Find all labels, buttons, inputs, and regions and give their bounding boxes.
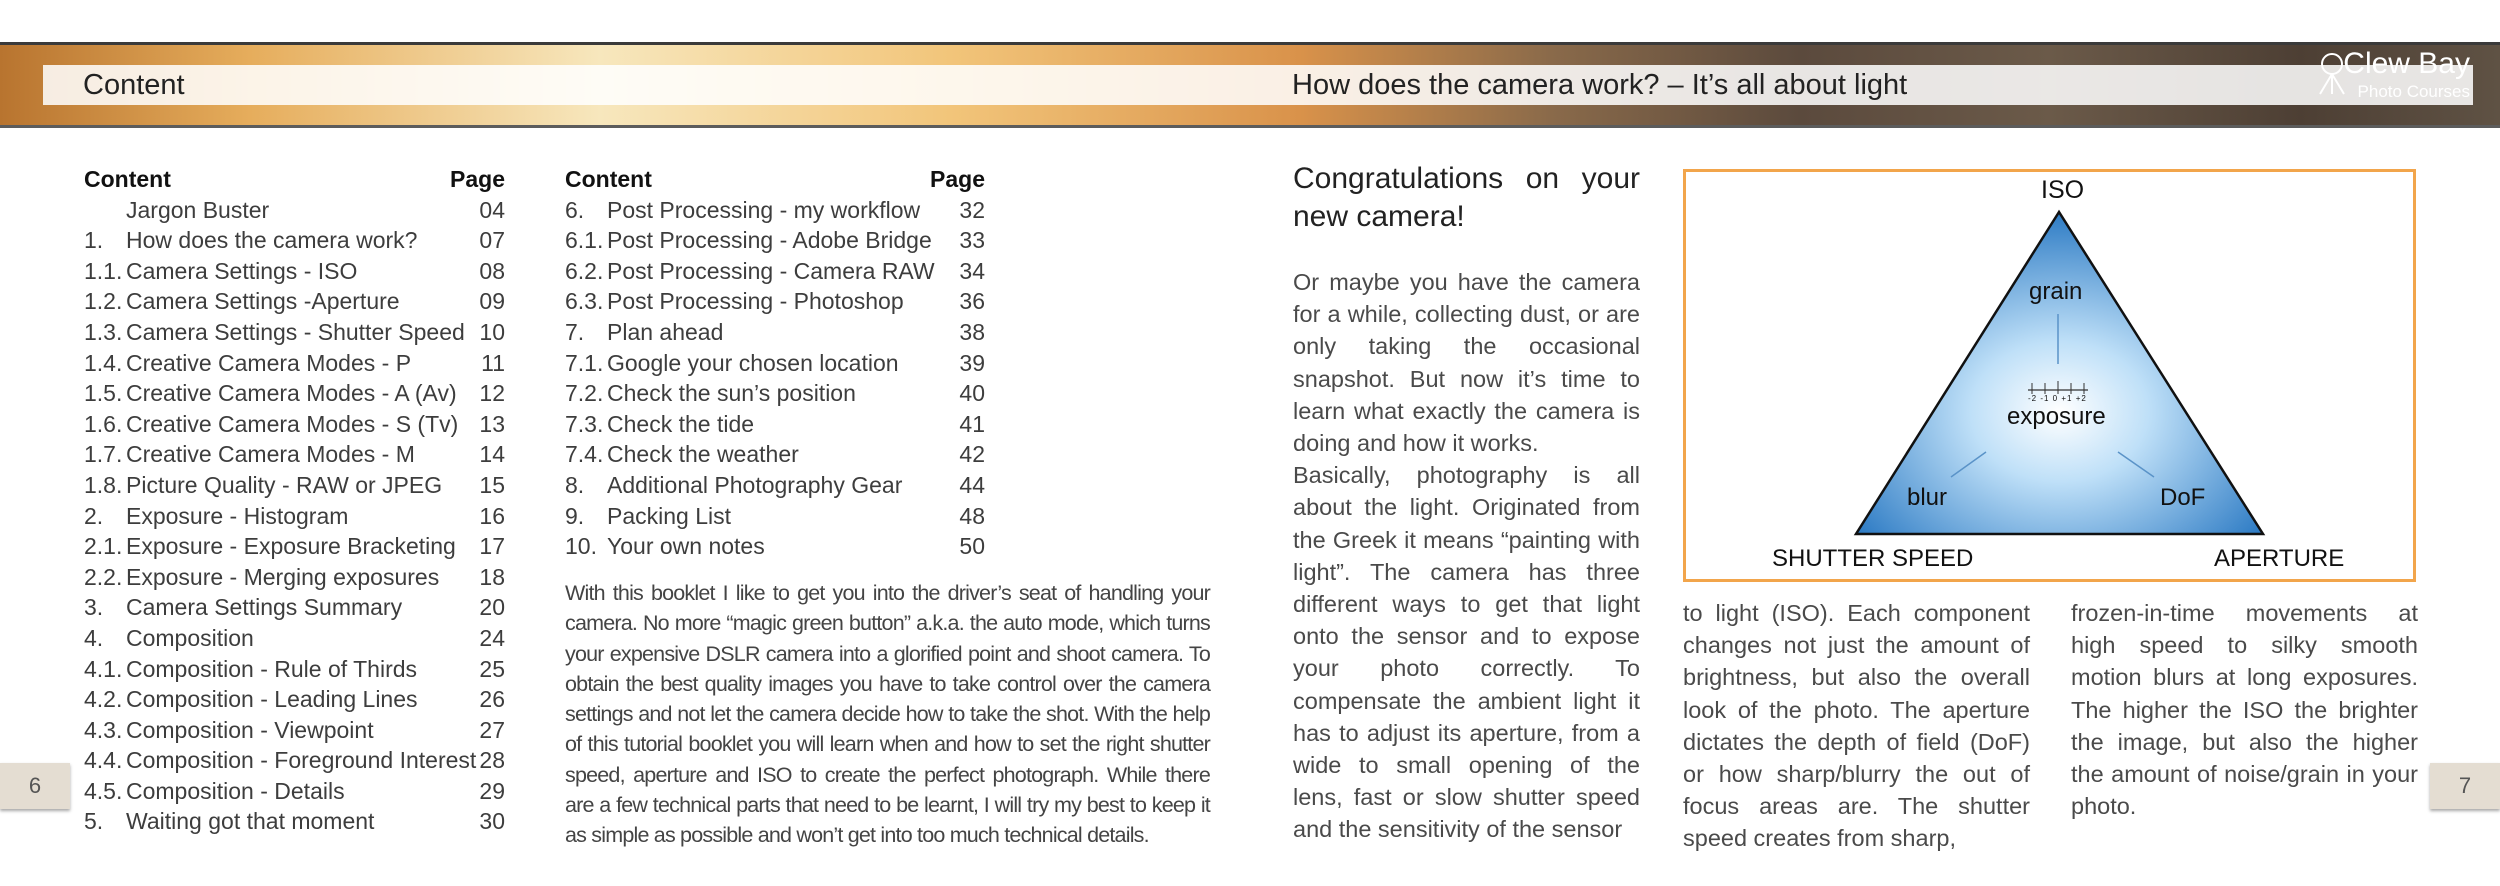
toc-entry-number: 1.7. <box>84 441 123 468</box>
toc-entry-number: 4.2. <box>84 686 123 713</box>
toc-entry-number: 8. <box>565 471 585 498</box>
toc-entry-page: 24 <box>479 624 505 651</box>
toc-entry-title: Camera Settings - Shutter Speed <box>126 318 465 345</box>
toc-entry-page: 17 <box>479 533 505 560</box>
toc-entry-page: 16 <box>479 502 505 529</box>
toc-entry-title: Composition - Leading Lines <box>126 686 418 713</box>
toc-entry-number: 1.2. <box>84 288 123 315</box>
toc-entry-number: 7.2. <box>565 380 604 407</box>
toc-heading-page: Page <box>930 166 985 192</box>
toc-entry-number: 9. <box>565 502 585 529</box>
toc-entry-page: 10 <box>479 318 505 345</box>
toc-entry-number: 7.1. <box>565 349 604 376</box>
toc-entry[interactable] <box>565 286 985 317</box>
toc-entry-page: 38 <box>959 318 985 345</box>
exposure-scale-numbers: -2 -1 0 +1 +2 <box>2028 394 2087 403</box>
toc-entry-title: Creative Camera Modes - M <box>126 441 415 468</box>
toc-entry-page: 41 <box>959 410 985 437</box>
toc-entry-title: Composition <box>126 624 254 651</box>
toc-entry-title: Post Processing - Camera RAW <box>607 257 935 284</box>
toc-entry-number: 1.8. <box>84 471 123 498</box>
toc-entry[interactable] <box>84 348 505 379</box>
toc-entry-number: 4.1. <box>84 655 123 682</box>
toc-entry-number: 1.6. <box>84 410 123 437</box>
toc-entry[interactable] <box>84 378 505 409</box>
toc-entry[interactable] <box>565 531 985 562</box>
left-page-title: Content <box>83 69 185 101</box>
toc-entry[interactable] <box>84 501 505 532</box>
article-column-3: frozen-in-time movements at high speed to silky smooth motion blurs at long exposures. The higher the ISO the brighter the image, but also the higher the amount of noise/grain in your photo. <box>2071 600 2418 820</box>
aperture-label: APERTURE <box>2214 545 2345 572</box>
toc-entry-title: Post Processing - Adobe Bridge <box>607 227 932 254</box>
toc-entry-number: 3. <box>84 594 104 621</box>
toc-entry[interactable] <box>84 256 505 287</box>
toc-entry-number: 7.4. <box>565 441 604 468</box>
toc-entry[interactable] <box>84 439 505 470</box>
toc-entry[interactable] <box>565 195 985 226</box>
page-number-right: 7 <box>2430 763 2500 809</box>
toc-entry-page: 11 <box>481 349 505 376</box>
toc-entry[interactable] <box>84 623 505 654</box>
toc-entry-page: 42 <box>959 441 985 468</box>
toc-entry-page: 34 <box>959 257 985 284</box>
toc-header <box>84 164 505 195</box>
toc-entry-page: 28 <box>479 747 505 774</box>
toc-entry-number: 1.3. <box>84 318 123 345</box>
toc-entry-number: 4.4. <box>84 747 123 774</box>
toc-entry-page: 40 <box>959 380 985 407</box>
toc-entry-title: Composition - Foreground Interest <box>126 747 477 774</box>
toc-entry[interactable] <box>565 501 985 532</box>
toc-entry-title: Composition - Viewpoint <box>126 716 374 743</box>
toc-entry-page: 26 <box>479 686 505 713</box>
toc-entry-page: 30 <box>479 808 505 835</box>
toc-entry-number: 1. <box>84 227 104 254</box>
toc-entry-page: 15 <box>479 471 505 498</box>
exposure-triangle-graphic <box>1686 172 2413 579</box>
toc-entry-page: 39 <box>959 349 985 376</box>
article-column-2: to light (ISO). Each component changes not just the amount of brightness, but also the overall look of the photo. The aperture dictates the depth of field (DoF) or how sharp/blurry the out of focus areas are. The shutter speed creates from sharp, <box>1683 600 2030 852</box>
toc-entry-number: 6. <box>565 196 585 223</box>
toc-entry-page: 12 <box>479 380 505 407</box>
toc-entry-page: 08 <box>479 257 505 284</box>
right-page-title: How does the camera work? – It’s all about light <box>1292 69 1908 101</box>
toc-entry-title: Creative Camera Modes - P <box>126 349 412 376</box>
toc-entry-number: 2. <box>84 502 104 529</box>
toc-entry[interactable] <box>84 776 505 807</box>
toc-entry-number: 6.1. <box>565 227 604 254</box>
toc-entry-title: Waiting got that moment <box>126 808 375 835</box>
toc-entry[interactable] <box>565 409 985 440</box>
toc-entry[interactable] <box>84 806 505 837</box>
toc-entry-number: 10. <box>565 533 597 560</box>
toc-entry-page: 44 <box>959 471 985 498</box>
toc-entry-title: Exposure - Histogram <box>126 502 349 529</box>
toc-entry-title: Post Processing - Photoshop <box>607 288 904 315</box>
toc-entry-title: Jargon Buster <box>126 196 270 223</box>
toc-entry-page: 14 <box>479 441 505 468</box>
toc-entry-page: 33 <box>959 227 985 254</box>
toc-entry-page: 07 <box>479 227 505 254</box>
toc-entry[interactable] <box>565 378 985 409</box>
toc-entry-page: 32 <box>959 196 985 223</box>
toc-entry-page: 09 <box>479 288 505 315</box>
exposure-label: exposure <box>2007 403 2106 430</box>
toc-entry-title: Check the sun’s position <box>607 380 856 407</box>
toc-entry[interactable] <box>565 439 985 470</box>
toc-left-column <box>84 164 505 837</box>
toc-entry-title: Camera Settings - ISO <box>126 257 358 284</box>
article-col1-paragraph-2: Basically, photography is all about the light. Originated from the Greek it means “painting with light”. The camera has three different ways to get that light onto the sensor and to expose your photo correctly. To compensate the ambient light it has to adjust its aperture, from a wide to small opening of the lens, fast or slow shutter speed and the sensitivity of the sensor <box>1293 462 1640 843</box>
toc-entry[interactable] <box>84 654 505 685</box>
toc-entry-page: 29 <box>479 777 505 804</box>
toc-entry-title: Check the weather <box>607 441 799 468</box>
toc-entry[interactable] <box>565 348 985 379</box>
toc-entry-number: 7.3. <box>565 410 604 437</box>
toc-entry-number: 2.1. <box>84 533 123 560</box>
page-number-left: 6 <box>0 763 70 809</box>
toc-entry-title: Packing List <box>607 502 732 529</box>
iso-label: ISO <box>2041 176 2085 204</box>
toc-entry-page: 27 <box>479 716 505 743</box>
toc-entry-number: 4. <box>84 624 104 651</box>
toc-entry-title: Google your chosen location <box>607 349 899 376</box>
toc-entry[interactable] <box>84 745 505 776</box>
toc-entry[interactable] <box>84 225 505 256</box>
toc-entry-title: Creative Camera Modes - A (Av) <box>126 380 457 407</box>
toc-entry-title: Exposure - Exposure Bracketing <box>126 533 456 560</box>
toc-entry[interactable] <box>84 409 505 440</box>
toc-entry[interactable] <box>84 195 505 226</box>
toc-right-column <box>565 164 985 562</box>
toc-entry-title: Camera Settings Summary <box>126 594 403 621</box>
header-title-strip <box>43 65 2473 105</box>
toc-entry-number: 2.2. <box>84 563 123 590</box>
camera-logo-icon <box>2312 50 2352 96</box>
toc-entry-title: Exposure - Merging exposures <box>126 563 440 590</box>
toc-entry-page: 04 <box>479 196 505 223</box>
toc-entry-title: Check the tide <box>607 410 755 437</box>
toc-entry-title: Post Processing - my workflow <box>607 196 921 223</box>
toc-entry-number: 7. <box>565 318 585 345</box>
toc-entry[interactable] <box>565 225 985 256</box>
toc-entry-number: 1.4. <box>84 349 123 376</box>
toc-entry-page: 13 <box>479 410 505 437</box>
grain-label: grain <box>2029 278 2083 305</box>
toc-entry-title: Composition - Rule of Thirds <box>126 655 418 682</box>
header-top-rule <box>0 42 2500 45</box>
toc-entry-page: 18 <box>479 563 505 590</box>
toc-entry[interactable] <box>84 531 505 562</box>
logo-name: Clew Bay <box>2343 47 2470 80</box>
toc-entry-page: 48 <box>959 502 985 529</box>
toc-heading-content: Content <box>565 166 652 192</box>
toc-entry-title: Additional Photography Gear <box>607 471 903 498</box>
intro-paragraph: With this booklet I like to get you into the driver’s seat of handling your camera. No more “magic green button” a.k.a. the auto mode, which turns your expensive DSLR camera into a glorified point and shoot camera. To obtain the best quality images you have to take control over the camera settings and not let the camera decide how to take the shot. With the help of this tutorial booklet you will learn when and how to set the right shutter speed, aperture and ISO to create the perfect photograph. While there are a few technical parts that need to be learnt, I will try my best to keep it as simple as possible and won’t get into too much technical details. <box>565 581 1210 848</box>
toc-entry-number: 4.5. <box>84 777 123 804</box>
shutter-speed-label: SHUTTER SPEED <box>1772 545 1974 572</box>
toc-entry-title: Plan ahead <box>607 318 724 345</box>
toc-entry-page: 50 <box>959 533 985 560</box>
toc-heading-content: Content <box>84 166 171 192</box>
toc-header <box>565 164 985 195</box>
exposure-triangle-diagram <box>1683 169 2416 582</box>
toc-entry-number: 5. <box>84 808 104 835</box>
toc-entry[interactable] <box>84 592 505 623</box>
toc-entry-title: Camera Settings -Aperture <box>126 288 400 315</box>
toc-entry[interactable] <box>84 317 505 348</box>
toc-entry-title: How does the camera work? <box>126 227 418 254</box>
toc-entry-page: 36 <box>959 288 985 315</box>
header-bottom-rule <box>0 125 2500 128</box>
toc-heading-page: Page <box>450 166 505 192</box>
toc-entry-number: 6.2. <box>565 257 604 284</box>
toc-entry-number: 1.1. <box>84 257 123 284</box>
toc-entry-number: 1.5. <box>84 380 123 407</box>
toc-entry-number: 6.3. <box>565 288 604 315</box>
toc-entry[interactable] <box>84 470 505 501</box>
toc-entry-number: 4.3. <box>84 716 123 743</box>
toc-entry-title: Your own notes <box>607 533 765 560</box>
toc-entry-title: Composition - Details <box>126 777 345 804</box>
toc-entry[interactable] <box>565 256 985 287</box>
toc-entry[interactable] <box>84 562 505 593</box>
toc-entry[interactable] <box>84 684 505 715</box>
article-column-1 <box>1293 266 1640 846</box>
article-heading: Congratulations on your new camera! <box>1293 162 1640 233</box>
toc-entry-page: 25 <box>479 655 505 682</box>
toc-entry[interactable] <box>565 317 985 348</box>
toc-entry-page: 20 <box>479 594 505 621</box>
article-col1-paragraph-1: Or maybe you have the camera for a while, collecting dust, or are only taking the occasional snapshot. But now it’s time to learn what exactly the camera is doing and how it works. <box>1293 269 1640 457</box>
toc-entry[interactable] <box>84 286 505 317</box>
toc-entry[interactable] <box>84 715 505 746</box>
toc-entry-title: Creative Camera Modes - S (Tv) <box>126 410 459 437</box>
blur-label: blur <box>1907 484 1948 511</box>
toc-entry[interactable] <box>565 470 985 501</box>
clew-bay-logo <box>2310 48 2470 110</box>
toc-entry-title: Picture Quality - RAW or JPEG <box>126 471 443 498</box>
logo-tagline: Photo Courses <box>2357 82 2470 101</box>
dof-label: DoF <box>2160 484 2206 511</box>
